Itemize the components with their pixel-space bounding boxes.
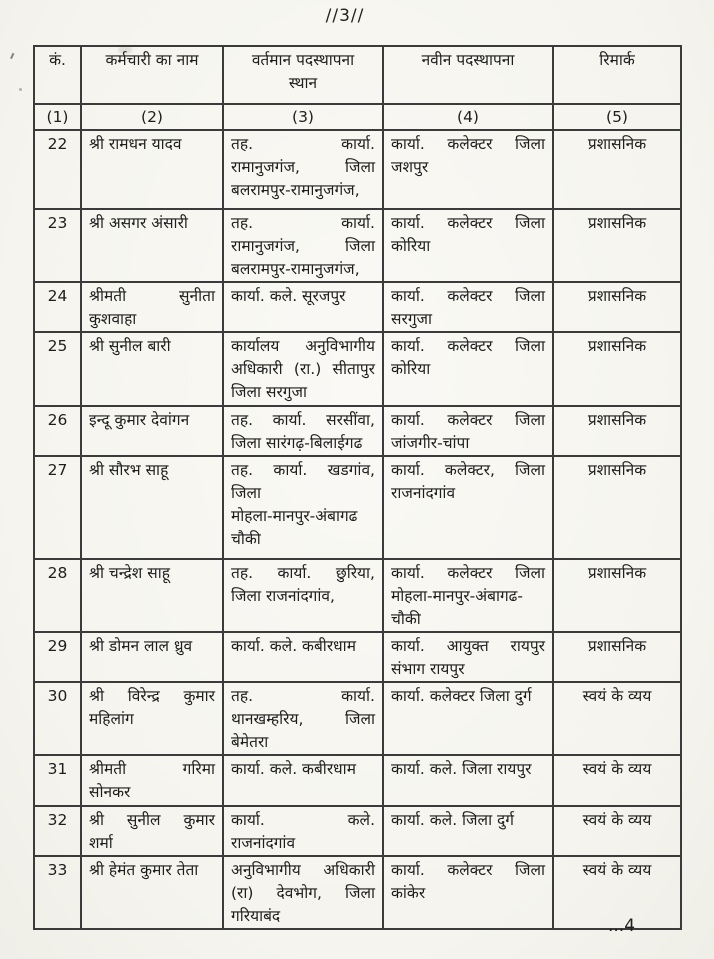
new-posting-cell (383, 209, 553, 282)
employee-name-cell (81, 456, 223, 559)
cell-text-line: बलरामपुर-रामानुजगंज, (231, 181, 360, 199)
cell-text-line: श्रीमती सुनीता (89, 287, 215, 305)
current-posting-cell (223, 806, 383, 856)
table-body (34, 130, 681, 929)
current-posting-cell (223, 856, 383, 929)
table-row (34, 856, 681, 929)
table-head (34, 46, 681, 130)
cell-text-line: श्रीमती गरिमा (89, 760, 215, 778)
current-posting-cell (223, 456, 383, 559)
cell-text-line: कार्या. कले. जिला रायपुर (391, 760, 532, 778)
scan-speck (19, 88, 22, 91)
employee-name-cell (81, 806, 223, 856)
column-index-3: (3) (223, 104, 383, 130)
column-index-2: (2) (81, 104, 223, 130)
cell-text-line: स्थान (288, 74, 318, 92)
cell-text-line: बेमेतरा (231, 733, 269, 751)
cell-text-line: संभाग रायपुर (391, 660, 465, 678)
page-continuation-number: ...4 (608, 916, 636, 936)
remark-cell: प्रशासनिक (553, 130, 681, 209)
cell-text-line: शर्मा (89, 834, 113, 852)
cell-text-line: तह. कार्या. (231, 214, 375, 232)
column-header-4 (383, 46, 553, 104)
employee-name-cell (81, 209, 223, 282)
column-index-5: (5) (553, 104, 681, 130)
cell-text-line: बलरामपुर-रामानुजगंज, (231, 260, 360, 278)
cell-text-line: कार्या. कले. कबीरधाम (231, 637, 356, 655)
cell-text-line: कार्या. कलेक्टर जिला दुर्ग (391, 687, 532, 705)
employee-name-cell (81, 332, 223, 406)
current-posting-cell (223, 332, 383, 406)
remark-cell: प्रशासनिक (553, 282, 681, 332)
cell-text-line: कार्या. कलेक्टर जिला (391, 564, 545, 582)
serial-number-cell: 33 (34, 856, 81, 929)
employee-name-cell (81, 559, 223, 632)
employee-name-cell (81, 282, 223, 332)
cell-text-line: कार्या. कलेक्टर जिला (391, 287, 545, 305)
employee-name-cell (81, 130, 223, 209)
cell-text-line: सोनकर (89, 783, 131, 801)
column-header-1 (34, 46, 81, 104)
cell-text-line: कार्या. कले. सूरजपुर (231, 287, 346, 305)
cell-text-line: श्री सौरभ साहू (89, 461, 169, 479)
current-posting-cell (223, 559, 383, 632)
cell-text-line: रिमार्क (599, 51, 635, 69)
employee-name-cell (81, 406, 223, 456)
cell-text-line: श्री विरेन्द्र कुमार (89, 687, 215, 705)
table-row (34, 806, 681, 856)
table-row (34, 209, 681, 282)
cell-text-line: कार्या. कलेक्टर, जिला (391, 461, 545, 479)
new-posting-cell (383, 456, 553, 559)
serial-number-cell: 24 (34, 282, 81, 332)
serial-number-cell: 32 (34, 806, 81, 856)
table-row (34, 406, 681, 456)
cell-text-line: श्री सुनील कुमार (89, 811, 215, 829)
current-posting-cell (223, 406, 383, 456)
cell-text-line: श्री हेमंत कुमार तेता (89, 861, 199, 879)
cell-text-line: जिला सरगुजा (231, 383, 308, 401)
cell-text-line: कार्या. कलेक्टर जिला (391, 337, 545, 355)
remark-cell: प्रशासनिक (553, 632, 681, 682)
serial-number-cell: 22 (34, 130, 81, 209)
remark-cell: प्रशासनिक (553, 406, 681, 456)
cell-text-line: थानखम्हरिय, जिला (231, 710, 375, 728)
current-posting-cell (223, 130, 383, 209)
page-number: //3// (325, 6, 365, 26)
new-posting-cell (383, 755, 553, 806)
new-posting-cell (383, 806, 553, 856)
transfer-order-table (33, 45, 682, 930)
cell-text-line: श्री सुनील बारी (89, 337, 171, 355)
table-row (34, 755, 681, 806)
cell-text-line: कुशवाहा (89, 310, 137, 328)
table-row (34, 282, 681, 332)
table-row (34, 456, 681, 559)
serial-number-cell: 27 (34, 456, 81, 559)
serial-number-cell: 29 (34, 632, 81, 682)
current-posting-cell (223, 632, 383, 682)
column-header-5 (553, 46, 681, 104)
cell-text-line: नवीन पदस्थापना (421, 51, 515, 69)
employee-name-cell (81, 856, 223, 929)
table-row (34, 332, 681, 406)
current-posting-cell (223, 682, 383, 755)
cell-text-line: श्री चन्द्रेश साहू (89, 564, 170, 582)
cell-text-line: अनुविभागीय अधिकारी (231, 861, 375, 879)
cell-text-line: मोहला-मानपुर-अंबागढ- (391, 587, 524, 605)
cell-text-line: चौकी (391, 610, 421, 628)
new-posting-cell (383, 282, 553, 332)
cell-text-line: जिला राजनांदगांव, (231, 587, 335, 605)
cell-text-line: रामानुजगंज, जिला (231, 237, 375, 255)
cell-text-line: कार्या. कलेक्टर जिला (391, 135, 545, 153)
remark-cell: स्वयं के व्यय (553, 806, 681, 856)
new-posting-cell (383, 406, 553, 456)
new-posting-cell (383, 559, 553, 632)
cell-text-line: कार्या. कले. (231, 811, 375, 829)
cell-text-line: जिला सारंगढ़-बिलाईगढ (231, 434, 363, 452)
table-row (34, 682, 681, 755)
remark-cell: प्रशासनिक (553, 332, 681, 406)
remark-cell: प्रशासनिक (553, 456, 681, 559)
cell-text-line: कं. (49, 51, 66, 69)
serial-number-cell: 23 (34, 209, 81, 282)
cell-text-line: कार्या. कले. कबीरधाम (231, 760, 356, 778)
cell-text-line: कार्या. कलेक्टर जिला (391, 861, 545, 879)
table-row (34, 632, 681, 682)
cell-text-line: कार्या. कले. जिला दुर्ग (391, 811, 514, 829)
cell-text-line: वर्तमान पदस्थापना (251, 51, 355, 69)
cell-text-line: अधिकारी (रा.) सीतापुर (231, 360, 375, 378)
new-posting-cell (383, 682, 553, 755)
table-row (34, 559, 681, 632)
column-header-2 (81, 46, 223, 104)
current-posting-cell (223, 209, 383, 282)
cell-text-line: जिला (231, 484, 262, 502)
cell-text-line: तह. कार्या. सरसींवा, (231, 411, 375, 429)
cell-text-line: जांजगीर-चांपा (391, 434, 470, 452)
cell-text-line: मोहला-मानपुर-अंबागढ (231, 507, 358, 525)
serial-number-cell: 28 (34, 559, 81, 632)
current-posting-cell (223, 282, 383, 332)
cell-text-line: तह. कार्या. (231, 687, 375, 705)
cell-text-line: महिलांग (89, 710, 134, 728)
cell-text-line: इन्दू कुमार देवांगन (89, 411, 190, 429)
cell-text-line: कार्या. आयुक्त रायपुर (391, 637, 545, 655)
cell-text-line: रामानुजगंज, जिला (231, 158, 375, 176)
cell-text-line: सरगुजा (391, 310, 433, 328)
remark-cell: प्रशासनिक (553, 209, 681, 282)
serial-number-cell: 30 (34, 682, 81, 755)
remark-cell: स्वयं के व्यय (553, 682, 681, 755)
column-header-3 (223, 46, 383, 104)
cell-text-line: कोरिया (391, 237, 431, 255)
cell-text-line: कार्या. कलेक्टर जिला (391, 214, 545, 232)
table-row (34, 130, 681, 209)
new-posting-cell (383, 856, 553, 929)
new-posting-cell (383, 332, 553, 406)
cell-text-line: कोरिया (391, 360, 431, 378)
current-posting-cell (223, 755, 383, 806)
cell-text-line: राजनांदगांव (391, 484, 456, 502)
cell-text-line: चौकी (231, 530, 261, 548)
employee-name-cell (81, 755, 223, 806)
employee-name-cell (81, 682, 223, 755)
cell-text-line: श्री डोमन लाल ध्रुव (89, 637, 193, 655)
remark-cell: स्वयं के व्यय (553, 755, 681, 806)
serial-number-cell: 31 (34, 755, 81, 806)
serial-number-cell: 25 (34, 332, 81, 406)
cell-text-line: श्री रामधन यादव (89, 135, 182, 153)
scan-speck (10, 53, 19, 61)
new-posting-cell (383, 632, 553, 682)
remark-cell: स्वयं के व्यय (553, 856, 681, 929)
cell-text-line: तह. कार्या. (231, 135, 375, 153)
cell-text-line: (रा) देवभोग, जिला (231, 884, 375, 902)
table-header-row (34, 46, 681, 104)
column-index-4: (4) (383, 104, 553, 130)
column-index-1: (1) (34, 104, 81, 130)
cell-text-line: तह. कार्या. छुरिया, (231, 564, 375, 582)
serial-number-cell: 26 (34, 406, 81, 456)
new-posting-cell (383, 130, 553, 209)
cell-text-line: गरियाबंद (231, 907, 281, 925)
cell-text-line: कांकेर (391, 884, 426, 902)
remark-cell: प्रशासनिक (553, 559, 681, 632)
cell-text-line: कार्या. कलेक्टर जिला (391, 411, 545, 429)
column-index-row (34, 104, 681, 130)
cell-text-line: जशपुर (391, 158, 429, 176)
cell-text-line: कर्मचारी का नाम (105, 51, 199, 69)
cell-text-line: राजनांदगांव (231, 834, 296, 852)
cell-text-line: श्री असगर अंसारी (89, 214, 188, 232)
cell-text-line: तह. कार्या. खडगांव, (231, 461, 375, 479)
cell-text-line: कार्यालय अनुविभागीय (231, 337, 375, 355)
employee-name-cell (81, 632, 223, 682)
